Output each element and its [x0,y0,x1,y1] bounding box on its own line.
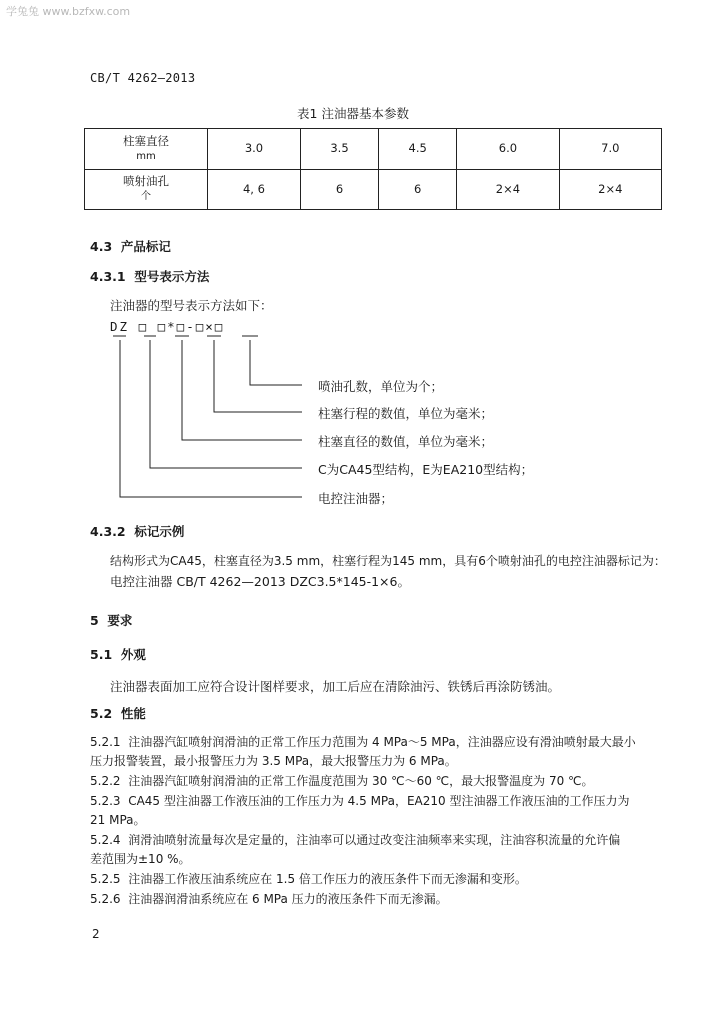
clause [90,792,630,809]
model-format: DZ □ □*□-□×□ [110,319,225,334]
leader-line [120,340,302,497]
section-title: 要求 [107,613,133,628]
section-heading [90,522,184,540]
standard-code: CB/T 4262—2013 [90,71,196,85]
paragraph: 注油器的型号表示方法如下： [110,298,273,313]
section-heading [90,611,132,629]
table-cell: 6.0 [457,129,559,170]
table-cell: 4.5 [379,129,457,170]
clause-number: 5.2.1 [90,735,121,749]
clause [90,890,448,907]
row-unit: mm [136,150,156,162]
clause-number: 5.2.3 [90,794,121,808]
section-heading [90,645,146,663]
clause-number: 5.2.2 [90,774,121,788]
model-part-label: C为CA45型结构，E为EA210型结构； [318,462,534,477]
leader-line [182,340,302,440]
section-title: 产品标记 [120,239,171,254]
clause-line: 注油器润滑油系统应在 6 MPa 压力的液压条件下而无渗漏。 [128,892,448,906]
row-label-text: 喷射油孔 [123,174,169,189]
section-number: 4.3.2 [90,524,126,539]
clause-number: 5.2.6 [90,892,121,906]
clause [90,772,594,789]
section-number: 4.3 [90,239,113,254]
clause [90,831,620,848]
leader-line [150,340,302,468]
paragraph: 结构形式为CA45，柱塞直径为3.5 mm，柱塞行程为145 mm，具有6个喷射油孔的电控注油器标记为： [110,554,666,568]
model-part-label: 柱塞行程的数值，单位为毫米； [318,406,494,421]
row-label-text: 柱塞直径 [123,133,169,148]
paragraph: 电控注油器 CB/T 4262—2013 DZC3.5*145-1×6。 [110,574,410,589]
table-cell: 3.0 [208,129,301,170]
table-cell: 7.0 [559,129,661,170]
page-number: 2 [92,927,100,941]
clause-line: 注油器汽缸喷射润滑油的正常工作压力范围为 4 MPa～5 MPa，注油器应设有滑油喷射最大最小 [128,735,636,749]
paragraph: 注油器表面加工应符合设计图样要求，加工后应在清除油污、铁锈后再涂防锈油。 [110,679,561,694]
clause-number: 5.2.5 [90,872,121,886]
table-cell: 2×4 [559,169,661,210]
table-cell: 4, 6 [208,169,301,210]
leader-line [214,340,302,412]
section-title: 型号表示方法 [134,269,210,284]
clause-line: CA45 型注油器工作液压油的工作压力为 4.5 MPa，EA210 型注油器工作液压油的工作压力为 [128,794,630,808]
section-title: 外观 [120,647,146,662]
row-unit: 个 [141,191,151,203]
section-title: 性能 [120,706,146,721]
section-number: 5.1 [90,647,113,662]
watermark: 学兔兔 www.bzfxw.com [6,5,131,18]
table-caption: 表1 注油器基本参数 [297,106,409,121]
section-title: 标记示例 [134,524,185,539]
table-cell: 6 [379,169,457,210]
model-part-label: 喷油孔数，单位为个； [318,379,444,394]
model-part-label: 电控注油器； [318,491,394,506]
clause [90,733,636,750]
leader-line [250,340,302,385]
clause-number: 5.2.4 [90,833,121,847]
clause-line: 注油器汽缸喷射润滑油的正常工作温度范围为 30 ℃～60 ℃，最大报警温度为 70 ℃。 [128,774,594,788]
clause-line: 21 MPa。 [90,813,146,827]
section-number: 5 [90,613,99,628]
section-heading [90,704,146,722]
table-cell: 3.5 [300,129,378,170]
model-part-label: 柱塞直径的数值，单位为毫米； [318,434,494,449]
table-cell: 2×4 [457,169,559,210]
section-number: 5.2 [90,706,113,721]
table-cell: 6 [300,169,378,210]
clause-line: 差范围为±10 %。 [90,852,191,866]
clause-line: 润滑油喷射流量每次是定量的，注油率可以通过改变注油频率来实现，注油容积流量的允许偏 [128,833,621,847]
section-number: 4.3.1 [90,269,126,284]
clause-line: 压力报警装置，最小报警压力为 3.5 MPa，最大报警压力为 6 MPa。 [90,754,457,768]
clause [90,870,527,887]
clause-line: 注油器工作液压油系统应在 1.5 倍工作压力的液压条件下而无渗漏和变形。 [128,872,527,886]
